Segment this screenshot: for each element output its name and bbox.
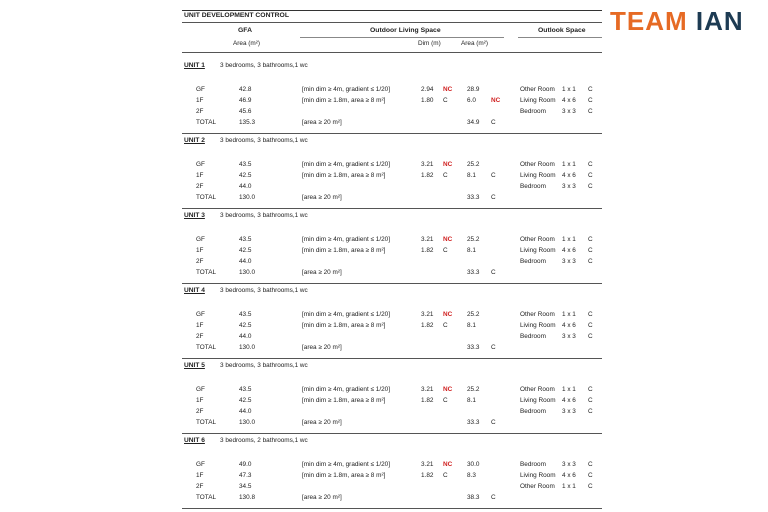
ols-area-value: 33.3 xyxy=(467,344,480,351)
outlook-room: Other Room xyxy=(520,483,555,490)
floor-label: GF xyxy=(196,236,205,243)
outlook-size: 3 x 3 xyxy=(562,408,576,415)
outlook-status: C xyxy=(588,247,593,254)
dim-status: NC xyxy=(443,86,453,93)
team-ian-logo xyxy=(610,6,744,37)
outlook-room: Living Room xyxy=(520,397,556,404)
outlook-room: Living Room xyxy=(520,97,556,104)
area-status: C xyxy=(491,269,496,276)
gfa-value: 42.5 xyxy=(239,247,252,254)
outlook-status: C xyxy=(588,161,593,168)
floor-label: 1F xyxy=(196,172,204,179)
gfa-value: 130.0 xyxy=(239,419,255,426)
gfa-value: 43.5 xyxy=(239,236,252,243)
ols-area-value: 28.9 xyxy=(467,86,480,93)
area-status: C xyxy=(491,419,496,426)
dim-value: 3.21 xyxy=(421,461,434,468)
header-dim: Dim (m) xyxy=(418,40,441,47)
floor-label: 2F xyxy=(196,483,204,490)
dim-value: 1.82 xyxy=(421,472,434,479)
outlook-status: C xyxy=(588,236,593,243)
outlook-room: Other Room xyxy=(520,236,555,243)
dim-value: 1.82 xyxy=(421,322,434,329)
gfa-value: 42.5 xyxy=(239,397,252,404)
dim-status: NC xyxy=(443,386,453,393)
dim-status: C xyxy=(443,97,448,104)
dim-status: NC xyxy=(443,461,453,468)
floor-label: TOTAL xyxy=(196,269,217,276)
floor-label: 1F xyxy=(196,472,204,479)
outlook-size: 1 x 1 xyxy=(562,483,576,490)
outlook-subrule xyxy=(518,37,602,38)
outlook-size: 1 x 1 xyxy=(562,236,576,243)
requirement-text: [area ≥ 20 m²] xyxy=(302,119,342,126)
brand-word-team: TEAM xyxy=(610,6,688,36)
outlook-size: 1 x 1 xyxy=(562,311,576,318)
gfa-value: 45.6 xyxy=(239,108,252,115)
header-gfa-area: Area (m²) xyxy=(233,40,260,47)
area-status: NC xyxy=(491,97,501,104)
dim-value: 3.21 xyxy=(421,311,434,318)
gfa-value: 130.0 xyxy=(239,344,255,351)
outlook-size: 1 x 1 xyxy=(562,161,576,168)
outlook-size: 3 x 3 xyxy=(562,183,576,190)
requirement-text: [min dim ≥ 1.8m, area ≥ 8 m²] xyxy=(302,97,386,104)
requirement-text: [min dim ≥ 4m, gradient ≤ 1/20] xyxy=(302,311,390,318)
title-rule xyxy=(182,22,602,23)
requirement-text: [min dim ≥ 4m, gradient ≤ 1/20] xyxy=(302,461,390,468)
dim-status: NC xyxy=(443,161,453,168)
header-ols-area: Area (m²) xyxy=(461,40,488,47)
unit-label: UNIT 6 xyxy=(184,437,205,444)
floor-label: 2F xyxy=(196,333,204,340)
ols-area-value: 25.2 xyxy=(467,236,480,243)
dim-value: 1.82 xyxy=(421,172,434,179)
ols-area-value: 8.1 xyxy=(467,322,476,329)
area-status: C xyxy=(491,194,496,201)
floor-label: GF xyxy=(196,461,205,468)
unit-description: 3 bedrooms, 3 bathrooms,1 wc xyxy=(220,62,308,69)
floor-label: 2F xyxy=(196,258,204,265)
dim-status: C xyxy=(443,397,448,404)
table-title: UNIT DEVELOPMENT CONTROL xyxy=(184,12,289,19)
outlook-room: Other Room xyxy=(520,161,555,168)
floor-label: 1F xyxy=(196,397,204,404)
table-top-rule xyxy=(182,10,602,11)
outlook-room: Bedroom xyxy=(520,108,546,115)
outlook-size: 4 x 6 xyxy=(562,97,576,104)
dim-value: 1.82 xyxy=(421,397,434,404)
outlook-status: C xyxy=(588,183,593,190)
outlook-status: C xyxy=(588,483,593,490)
outlook-status: C xyxy=(588,461,593,468)
outlook-size: 4 x 6 xyxy=(562,472,576,479)
requirement-text: [min dim ≥ 1.8m, area ≥ 8 m²] xyxy=(302,172,386,179)
floor-label: GF xyxy=(196,386,205,393)
gfa-value: 43.5 xyxy=(239,386,252,393)
floor-label: 2F xyxy=(196,183,204,190)
unit-separator-rule xyxy=(182,433,602,434)
outlook-status: C xyxy=(588,386,593,393)
outlook-room: Bedroom xyxy=(520,183,546,190)
ols-area-value: 25.2 xyxy=(467,161,480,168)
dim-status: C xyxy=(443,247,448,254)
floor-label: TOTAL xyxy=(196,494,217,501)
floor-label: TOTAL xyxy=(196,419,217,426)
unit-label: UNIT 4 xyxy=(184,287,205,294)
outlook-status: C xyxy=(588,408,593,415)
gfa-value: 130.0 xyxy=(239,269,255,276)
outlook-size: 4 x 6 xyxy=(562,397,576,404)
header-bottom-rule xyxy=(182,52,602,53)
unit-separator-rule xyxy=(182,208,602,209)
area-status: C xyxy=(491,344,496,351)
outlook-room: Living Room xyxy=(520,172,556,179)
outlook-room: Living Room xyxy=(520,472,556,479)
floor-label: 1F xyxy=(196,322,204,329)
dim-value: 3.21 xyxy=(421,386,434,393)
outlook-size: 1 x 1 xyxy=(562,386,576,393)
floor-label: 1F xyxy=(196,247,204,254)
gfa-value: 42.5 xyxy=(239,172,252,179)
requirement-text: [min dim ≥ 4m, gradient ≤ 1/20] xyxy=(302,161,390,168)
gfa-value: 130.0 xyxy=(239,194,255,201)
outlook-room: Other Room xyxy=(520,386,555,393)
requirement-text: [area ≥ 20 m²] xyxy=(302,269,342,276)
outlook-status: C xyxy=(588,311,593,318)
gfa-value: 43.5 xyxy=(239,311,252,318)
requirement-text: [min dim ≥ 4m, gradient ≤ 1/20] xyxy=(302,236,390,243)
gfa-value: 44.0 xyxy=(239,408,252,415)
outlook-size: 4 x 6 xyxy=(562,247,576,254)
requirement-text: [min dim ≥ 1.8m, area ≥ 8 m²] xyxy=(302,322,386,329)
dim-status: NC xyxy=(443,311,453,318)
outlook-status: C xyxy=(588,397,593,404)
requirement-text: [area ≥ 20 m²] xyxy=(302,194,342,201)
unit-description: 3 bedrooms, 3 bathrooms,1 wc xyxy=(220,287,308,294)
ols-area-value: 30.0 xyxy=(467,461,480,468)
gfa-value: 130.8 xyxy=(239,494,255,501)
outlook-size: 3 x 3 xyxy=(562,461,576,468)
unit-label: UNIT 5 xyxy=(184,362,205,369)
ols-area-value: 25.2 xyxy=(467,311,480,318)
requirement-text: [min dim ≥ 4m, gradient ≤ 1/20] xyxy=(302,386,390,393)
ols-area-value: 8.1 xyxy=(467,172,476,179)
floor-label: 1F xyxy=(196,97,204,104)
gfa-value: 42.5 xyxy=(239,322,252,329)
outlook-status: C xyxy=(588,97,593,104)
area-status: C xyxy=(491,172,496,179)
unit-description: 3 bedrooms, 3 bathrooms,1 wc xyxy=(220,212,308,219)
gfa-value: 49.0 xyxy=(239,461,252,468)
ols-area-value: 8.1 xyxy=(467,247,476,254)
floor-label: GF xyxy=(196,311,205,318)
ols-area-value: 38.3 xyxy=(467,494,480,501)
outlook-status: C xyxy=(588,472,593,479)
floor-label: 2F xyxy=(196,408,204,415)
dim-value: 3.21 xyxy=(421,236,434,243)
gfa-value: 44.0 xyxy=(239,258,252,265)
floor-label: GF xyxy=(196,86,205,93)
header-gfa: GFA xyxy=(238,27,252,34)
area-status: C xyxy=(491,494,496,501)
outlook-room: Bedroom xyxy=(520,461,546,468)
gfa-value: 135.3 xyxy=(239,119,255,126)
ols-area-value: 33.3 xyxy=(467,194,480,201)
requirement-text: [min dim ≥ 1.8m, area ≥ 8 m²] xyxy=(302,472,386,479)
requirement-text: [min dim ≥ 1.8m, area ≥ 8 m²] xyxy=(302,397,386,404)
dim-status: NC xyxy=(443,236,453,243)
floor-label: 2F xyxy=(196,108,204,115)
outlook-size: 3 x 3 xyxy=(562,108,576,115)
outlook-size: 4 x 6 xyxy=(562,172,576,179)
unit-separator-rule xyxy=(182,133,602,134)
outlook-size: 3 x 3 xyxy=(562,333,576,340)
outlook-room: Bedroom xyxy=(520,408,546,415)
ols-area-value: 34.9 xyxy=(467,119,480,126)
outlook-size: 1 x 1 xyxy=(562,86,576,93)
dim-status: C xyxy=(443,322,448,329)
gfa-value: 43.5 xyxy=(239,161,252,168)
gfa-value: 44.0 xyxy=(239,183,252,190)
dim-value: 3.21 xyxy=(421,161,434,168)
ols-area-value: 8.1 xyxy=(467,397,476,404)
unit-description: 3 bedrooms, 2 bathrooms,1 wc xyxy=(220,437,308,444)
outlook-room: Other Room xyxy=(520,311,555,318)
outlook-status: C xyxy=(588,333,593,340)
unit-label: UNIT 3 xyxy=(184,212,205,219)
floor-label: TOTAL xyxy=(196,194,217,201)
requirement-text: [area ≥ 20 m²] xyxy=(302,419,342,426)
unit-separator-rule xyxy=(182,508,602,509)
unit-label: UNIT 1 xyxy=(184,62,205,69)
dim-status: C xyxy=(443,172,448,179)
outlook-size: 4 x 6 xyxy=(562,322,576,329)
floor-label: GF xyxy=(196,161,205,168)
brand-word-ian: IAN xyxy=(695,6,744,36)
unit-label: UNIT 2 xyxy=(184,137,205,144)
ols-area-value: 8.3 xyxy=(467,472,476,479)
requirement-text: [min dim ≥ 4m, gradient ≤ 1/20] xyxy=(302,86,390,93)
outlook-status: C xyxy=(588,322,593,329)
ols-area-value: 33.3 xyxy=(467,269,480,276)
dim-value: 1.82 xyxy=(421,247,434,254)
requirement-text: [area ≥ 20 m²] xyxy=(302,344,342,351)
outlook-status: C xyxy=(588,108,593,115)
gfa-value: 46.9 xyxy=(239,97,252,104)
ols-area-value: 33.3 xyxy=(467,419,480,426)
floor-label: TOTAL xyxy=(196,119,217,126)
dim-status: C xyxy=(443,472,448,479)
requirement-text: [area ≥ 20 m²] xyxy=(302,494,342,501)
gfa-value: 42.8 xyxy=(239,86,252,93)
outdoor-subrule xyxy=(300,37,504,38)
dim-value: 2.94 xyxy=(421,86,434,93)
gfa-value: 47.3 xyxy=(239,472,252,479)
outlook-room: Other Room xyxy=(520,86,555,93)
floor-label: TOTAL xyxy=(196,344,217,351)
area-status: C xyxy=(491,119,496,126)
ols-area-value: 25.2 xyxy=(467,386,480,393)
dim-value: 1.80 xyxy=(421,97,434,104)
unit-separator-rule xyxy=(182,358,602,359)
unit-separator-rule xyxy=(182,283,602,284)
outlook-room: Bedroom xyxy=(520,258,546,265)
outlook-room: Living Room xyxy=(520,322,556,329)
outlook-size: 3 x 3 xyxy=(562,258,576,265)
unit-description: 3 bedrooms, 3 bathrooms,1 wc xyxy=(220,137,308,144)
header-outlook-space: Outlook Space xyxy=(538,27,586,34)
outlook-status: C xyxy=(588,258,593,265)
header-outdoor-living-space: Outdoor Living Space xyxy=(370,27,441,34)
requirement-text: [min dim ≥ 1.8m, area ≥ 8 m²] xyxy=(302,247,386,254)
outlook-room: Bedroom xyxy=(520,333,546,340)
gfa-value: 34.5 xyxy=(239,483,252,490)
unit-description: 3 bedrooms, 3 bathrooms,1 wc xyxy=(220,362,308,369)
outlook-status: C xyxy=(588,86,593,93)
outlook-room: Living Room xyxy=(520,247,556,254)
outlook-status: C xyxy=(588,172,593,179)
gfa-value: 44.0 xyxy=(239,333,252,340)
ols-area-value: 6.0 xyxy=(467,97,476,104)
